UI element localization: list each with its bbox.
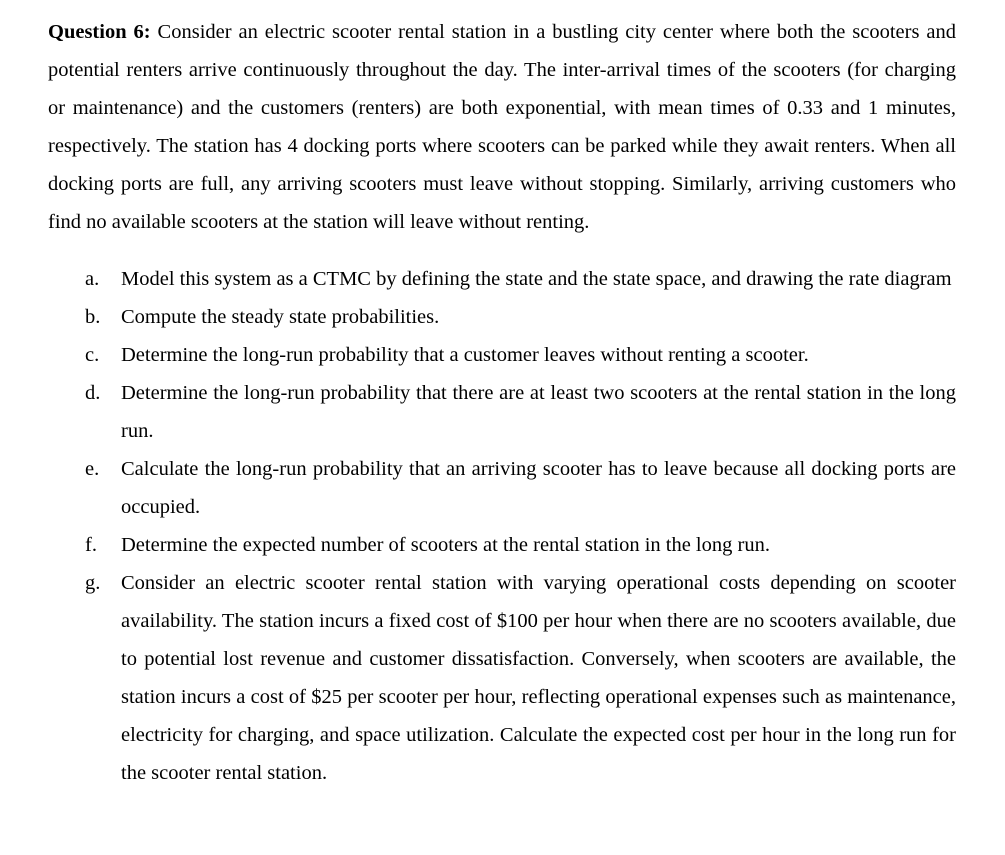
part-letter: c. — [85, 344, 100, 366]
part-text: Determine the long-run probability that there are at least two scooters at the rental station in the long run. — [121, 382, 956, 442]
part-letter: d. — [85, 382, 101, 404]
part-g — [48, 564, 956, 792]
question-intro — [48, 0, 956, 241]
part-letter: a. — [85, 268, 100, 290]
question-intro-text: Consider an electric scooter rental station in a bustling city center where both the scooters and potential renters arrive continuously throughout the day. The inter-arrival times of the scooters (for charging or maintenance) and the customers (renters) are both exponential, with mean times of 0.33 and 1 minutes, respectively. The station has 4 docking ports where scooters can be parked while they await renters. When all docking ports are full, any arriving scooters must leave without stopping. Similarly, arriving customers who find no available scooters at the station will leave without renting. — [48, 21, 956, 233]
part-d — [48, 374, 956, 450]
part-text: Compute the steady state probabilities. — [121, 306, 440, 328]
question-document — [48, 0, 956, 792]
question-parts-list — [48, 260, 956, 792]
part-a — [48, 260, 956, 298]
part-text: Determine the long-run probability that a customer leaves without renting a scooter. — [121, 344, 809, 366]
part-text: Determine the expected number of scooters at the rental station in the long run. — [121, 534, 770, 556]
part-text: Consider an electric scooter rental station with varying operational costs depending on scooter availability. The station incurs a fixed cost of $100 per hour when there are no scooters available, due to potential lost revenue and customer dissatisfaction. Conversely, when scooters are available, the station incurs a cost of $25 per scooter per hour, reflecting operational expenses such as maintenance, electricity for charging, and space utilization. Calculate the expected cost per hour in the long run for the scooter rental station. — [121, 572, 956, 784]
part-text: Model this system as a CTMC by defining the state and the state space, and drawing the rate diagram — [121, 268, 952, 290]
question-label: Question 6: — [48, 21, 151, 43]
part-c — [48, 336, 956, 374]
part-e — [48, 450, 956, 526]
part-text: Calculate the long-run probability that an arriving scooter has to leave because all docking ports are occupied. — [121, 458, 956, 518]
part-letter: e. — [85, 458, 100, 480]
part-letter: g. — [85, 572, 101, 594]
part-f — [48, 526, 956, 564]
part-letter: f. — [85, 534, 97, 556]
part-b — [48, 298, 956, 336]
part-letter: b. — [85, 306, 101, 328]
